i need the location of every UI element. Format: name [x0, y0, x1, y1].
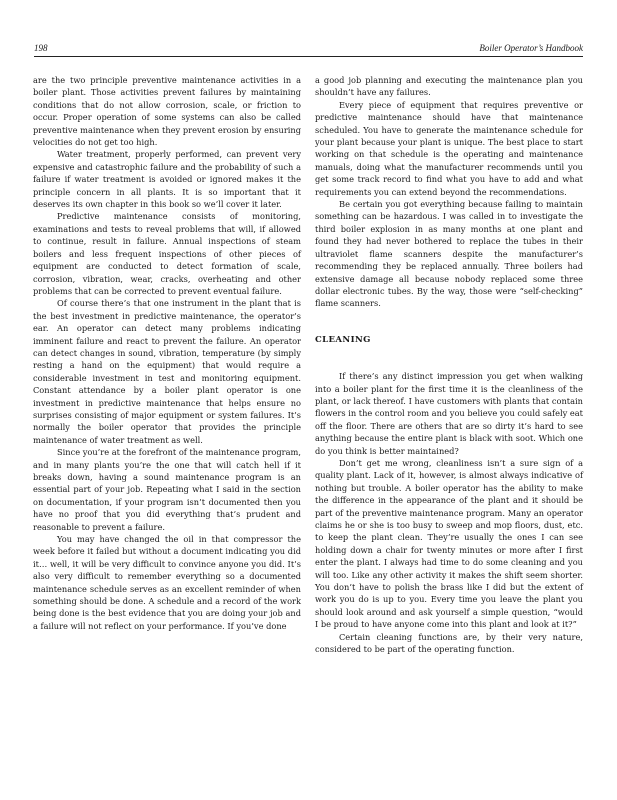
page-number: 198 [34, 43, 48, 53]
paragraph: Don’t get me wrong, cleanliness isn’t a sure sign of a quality plant. Lack of it, however, is almost always indicative of nothing but trouble. A boiler operator has the ability to make the difference in the appearance of the plant and it should be part of the preventive maintenance program. Many an operator claims he or she is too busy to sweep and mop floors, dust, etc. to keep the plant clean. They’re usually the ones I can see holding down a chair for twenty minutes or more after I first enter the plant. I always had time to do some cleaning and you will too. Like any other activity it makes the shift seem shorter. You don’t have to polish the brass like I did but the extent of work you do is up to you. Every time you leave the plant you should look around and ask yourself a simple question, “would I be proud to have anyone come into this plant and look at it?” [315, 457, 583, 630]
left-column [33, 74, 301, 632]
section-heading: CLEANING [315, 334, 371, 345]
paragraph: are the two principle preventive maintenance activities in a boiler plant. Those activities prevent failures by maintaining conditions that do not allow corrosion, scale, or friction to occur. Proper operation of some systems can also be called preventive maintenance when they prevent erosion by ensuring velocities do not get too high. [33, 75, 301, 148]
paragraph: If there’s any distinct impression you get when walking into a boiler plant for the first time it is the cleanliness of the plant, or lack thereof. I have customers with plants that contain flowers in the control room and you believe you could safely eat off the floor. There are others that are so dirty it’s hard to see anything because the entire plant is black with soot. Which one do you think is better maintained? [315, 371, 583, 456]
paragraph: Water treatment, properly performed, can prevent very expensive and catastrophic failure and the probability of such a failure if water treatment is avoided or ignored makes it the principle concern in all plants. It is so important that it deserves its own chapter in this book so we’ll cover it later. [33, 149, 301, 210]
paragraph: Be certain you got everything because failing to maintain something can be hazardous. I was called in to investigate the third boiler explosion in as many months at one plant and found they had never bothered to replace the tubes in their ultraviolet flame scanners despite the manufacturer’s recommending they be replaced annually. Three boilers had extensive damage all because nobody replaced some three dollar electronic tubes. By the way, those were “self-checking” flame scanners. [315, 199, 583, 309]
paragraph: Certain cleaning functions are, by their very nature, considered to be part of the operating function. [315, 631, 583, 655]
book-title: Boiler Operator’s Handbook [479, 43, 583, 53]
paragraph: a good job planning and executing the maintenance plan you shouldn’t have any failures. [315, 75, 583, 98]
right-column [315, 74, 583, 655]
paragraph: Every piece of equipment that requires preventive or predictive maintenance should have that maintenance scheduled. You have to generate the maintenance schedule for your plant because your plant is unique. The best place to start working on that schedule is the operating and maintenance manuals, doing what the manufacturer recommends until you get some track record to find what you have to add and what requirements you can extend beyond the recommendations. [315, 99, 583, 197]
paragraph: Since you’re at the forefront of the maintenance program, and in many plants you’re the one that will catch hell if it breaks down, having a sound maintenance program is an essential part of your job. Repeating what I said in the section on documentation, if your program isn’t documented then you have no proof that you did everything that’s prudent and reasonable to prevent a failure. [33, 447, 301, 532]
paragraph: Predictive maintenance consists of monitoring, examinations and tests to reveal problems that will, if allowed to continue, result in failure. Annual inspections of steam boilers and less frequent inspections of other pieces of equipment are conducted to detect formation of scale, corrosion, vibration, wear, cracks, overheating and other problems that can be corrected to prevent eventual failure. [33, 211, 301, 296]
paragraph: You may have changed the oil in that compressor the week before it failed but without a document indicating you did it… well, it will be very difficult to convince anyone you did. It’s also very difficult to remember everything so a documented maintenance schedule serves as an excellent reminder of when something should be done. A schedule and a record of the work being done is the best evidence that you are doing your job and a failure will not reflect on your performance. If you’ve done [33, 534, 301, 631]
paragraph: Of course there’s that one instrument in the plant that is the best investment in predictive maintenance, the operator’s ear. An operator can detect many problems indicating imminent failure and react to prevent the failure. An operator can detect changes in sound, vibration, temperature (by simply resting a hand on the equipment) that would require a considerable investment in test and monitoring equipment. Constant attendance by a boiler plant operator is one investment in predictive maintenance that helps ensure no surprises consisting of major equipment or system failures. It’s normally the boiler operator that provides the principle maintenance of water treatment as well. [33, 298, 301, 445]
running-head [34, 43, 583, 57]
